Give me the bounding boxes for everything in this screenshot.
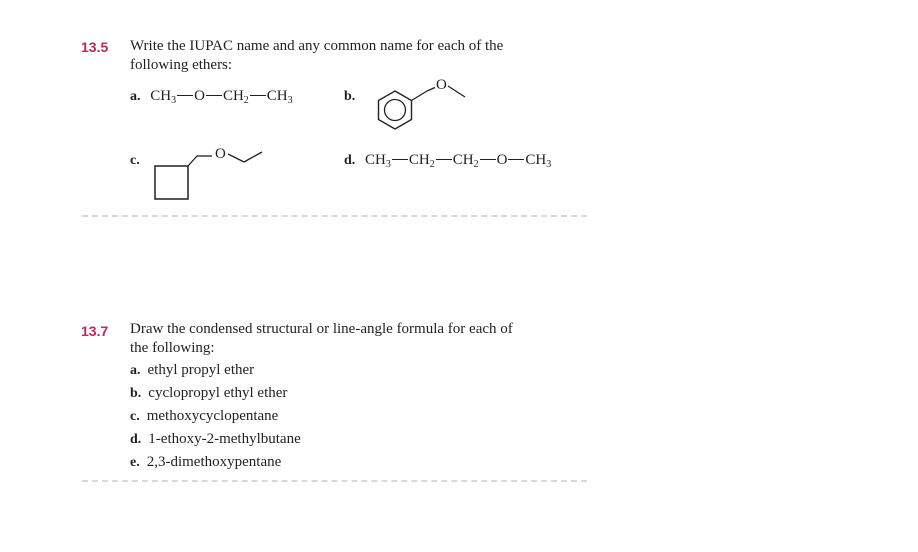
instruction-line-1: Draw the condensed structural or line-angle formula for each of [130, 321, 513, 337]
methyl-bond [448, 86, 465, 97]
oxygen-atom-label: O [215, 146, 226, 162]
subscript: 3 [287, 95, 293, 106]
subscript: 2 [473, 159, 479, 170]
structure-b-methoxybenzene [368, 72, 488, 142]
group: O [194, 88, 205, 104]
formula-a [130, 88, 293, 105]
group: CH [150, 88, 172, 104]
item-text: 2,3-dimethoxypentane [146, 454, 282, 470]
part-label-d: d. [344, 153, 356, 168]
single-bond [480, 159, 496, 160]
group: CH [266, 88, 288, 104]
problem-13-7-instruction [130, 320, 513, 358]
list-item [130, 382, 301, 405]
single-bond [508, 159, 524, 160]
problem-number-13-7: 13.7 [81, 323, 109, 339]
list-item [130, 428, 301, 451]
ring-bond [412, 91, 428, 101]
group: CH [408, 152, 430, 168]
formula-d [344, 152, 551, 169]
item-label: b. [130, 386, 142, 401]
part-label-c: c. [130, 153, 140, 168]
single-bond [206, 95, 222, 96]
oxygen-atom-label: O [436, 77, 447, 93]
list-item [130, 451, 301, 474]
part-label-a: a. [130, 89, 141, 104]
list-item [130, 359, 301, 382]
oxygen-to-ethyl-bond [228, 154, 244, 162]
group: O [496, 152, 508, 168]
single-bond [250, 95, 266, 96]
group: CH [365, 152, 386, 168]
benzene-ring [379, 91, 412, 129]
item-label: c. [130, 409, 140, 424]
subscript: 2 [243, 95, 249, 106]
problem-13-7-list [130, 359, 301, 474]
cut-off-text-remnant [82, 480, 587, 482]
single-bond [392, 159, 408, 160]
cut-off-text-remnant [82, 215, 587, 217]
group: CH [222, 88, 244, 104]
instruction-line-1: Write the IUPAC name and any common name for each of the [130, 38, 504, 54]
group: CH [452, 152, 474, 168]
subscript: 3 [171, 95, 177, 106]
subscript: 3 [546, 159, 552, 170]
structure-c-cyclobutyl-ethyl-ether [150, 138, 280, 208]
list-item [130, 405, 301, 428]
problem-number-13-5: 13.5 [81, 39, 109, 55]
cyclobutane-ring [155, 166, 188, 199]
part-c [130, 152, 146, 169]
item-text: ethyl propyl ether [147, 362, 255, 378]
single-bond [177, 95, 193, 96]
single-bond [436, 159, 452, 160]
group: CH [525, 152, 547, 168]
item-text: 1-ethoxy-2-methylbutane [148, 431, 301, 447]
ring-to-ch2-bond [188, 156, 197, 166]
subscript: 2 [429, 159, 435, 170]
part-b [344, 88, 361, 105]
aromatic-circle [385, 100, 406, 121]
subscript: 3 [385, 159, 391, 170]
bond-to-oxygen [427, 88, 435, 92]
item-text: methoxycyclopentane [146, 408, 279, 424]
part-label-b: b. [344, 89, 356, 104]
item-label: e. [130, 455, 140, 470]
ethyl-bond [244, 152, 262, 162]
item-text: cyclopropyl ethyl ether [148, 385, 288, 401]
problem-13-5-instruction [130, 37, 503, 75]
instruction-line-2: following ethers: [130, 57, 233, 73]
instruction-line-2: the following: [130, 340, 215, 356]
item-label: d. [130, 432, 142, 447]
item-label: a. [130, 363, 141, 378]
